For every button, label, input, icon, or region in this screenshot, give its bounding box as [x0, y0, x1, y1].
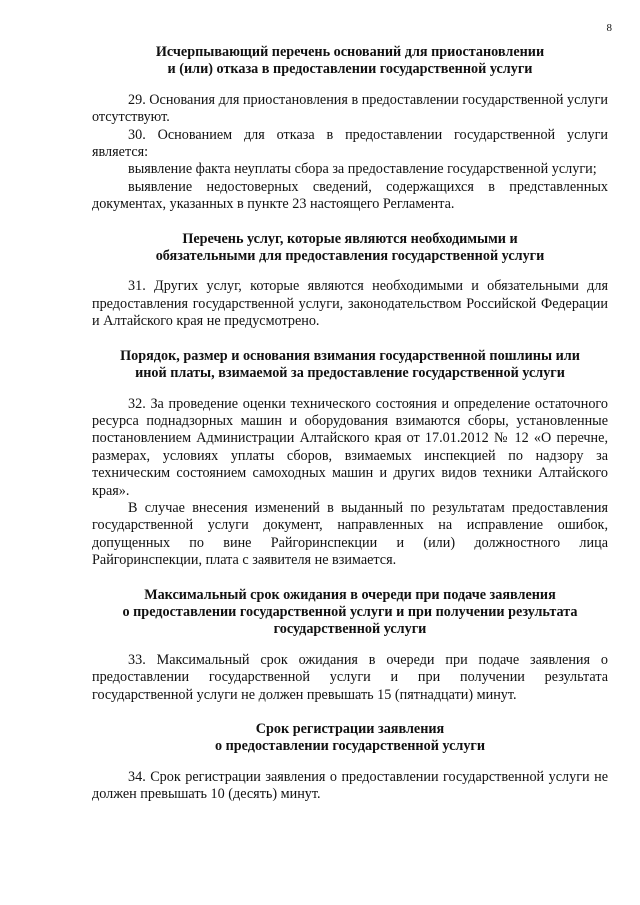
section-queue-waiting-time [92, 587, 608, 704]
heading-line: Максимальный срок ожидания в очереди при подаче заявления [144, 586, 556, 603]
section-required-services [92, 231, 608, 331]
page-number: 8 [606, 22, 612, 34]
heading-line: Перечень услуг, которые являются необходимыми и [182, 230, 518, 247]
section-heading [92, 721, 608, 756]
heading-line: обязательными для предоставления государственной услуги [155, 248, 545, 265]
paragraph-32-note: В случае внесения изменений в выданный по результатам предоставления государственной услуги документ, направленных на исправление ошибок, допущенных по вине Райгоринспекции и (или) должностного лица Райгоринспекции, плата с заявителя не взимается. [92, 499, 608, 569]
section-heading [92, 348, 608, 383]
heading-line: иной платы, взимаемой за предоставление государственной услуги [135, 365, 565, 382]
document-body [92, 44, 608, 804]
paragraph-29: 29. Основания для приостановления в предоставлении государственной услуги отсутствуют. [92, 91, 608, 126]
heading-line: государственной услуги [273, 621, 427, 638]
heading-line: Срок регистрации заявления [255, 721, 445, 737]
paragraph-30-item-1: выявление факта неуплаты сбора за предоставление государственной услуги; [128, 161, 597, 178]
paragraph-33: 33. Максимальный срок ожидания в очереди при подаче заявления о предоставлении государственной услуги и при получении результата государственной услуги не должен превышать 15 (пятнадцати) минут. [92, 651, 608, 703]
paragraph-30: 30. Основанием для отказа в предоставлении государственной услуги является: [92, 126, 608, 161]
heading-line: Исчерпывающий перечень оснований для приостановлении [155, 44, 545, 60]
heading-line: Порядок, размер и основания взимания государственной пошлины или [120, 347, 580, 364]
heading-line: и (или) отказа в предоставлении государственной услуги [167, 61, 533, 78]
paragraph-31: 31. Других услуг, которые являются необходимыми и обязательными для предоставления государственной услуги, законодательством Российской Федерации и Алтайского края не предусмотрено. [92, 278, 608, 330]
paragraph-34: 34. Срок регистрации заявления о предоставлении государственной услуги не должен превышать 10 (десять) минут. [92, 768, 608, 803]
paragraph-30-item-2: выявление недостоверных сведений, содержащихся в представленных документах, указанных в пункте 23 настоящего Регламента. [92, 178, 608, 213]
section-fees [92, 348, 608, 570]
heading-line: о предоставлении государственной услуги и при получении результата [122, 603, 578, 620]
heading-line: о предоставлении государственной услуги [214, 738, 486, 755]
section-suspension-refusal [92, 44, 608, 214]
section-heading [92, 44, 608, 79]
section-registration-time [92, 721, 608, 804]
section-heading [92, 231, 608, 266]
paragraph-32: 32. За проведение оценки технического состояния и определение остаточного ресурса поднадзорных машин и оборудования взимаются сборы, установленные постановлением Администрации Алтайского края от 17.01.2012 № 12 «О перечне, размерах, условиях уплаты сборов, взимаемых инспекцией по надзору за техническим состоянием самоходных машин и других видов техники Алтайского края». [92, 395, 608, 499]
section-heading [92, 587, 608, 639]
